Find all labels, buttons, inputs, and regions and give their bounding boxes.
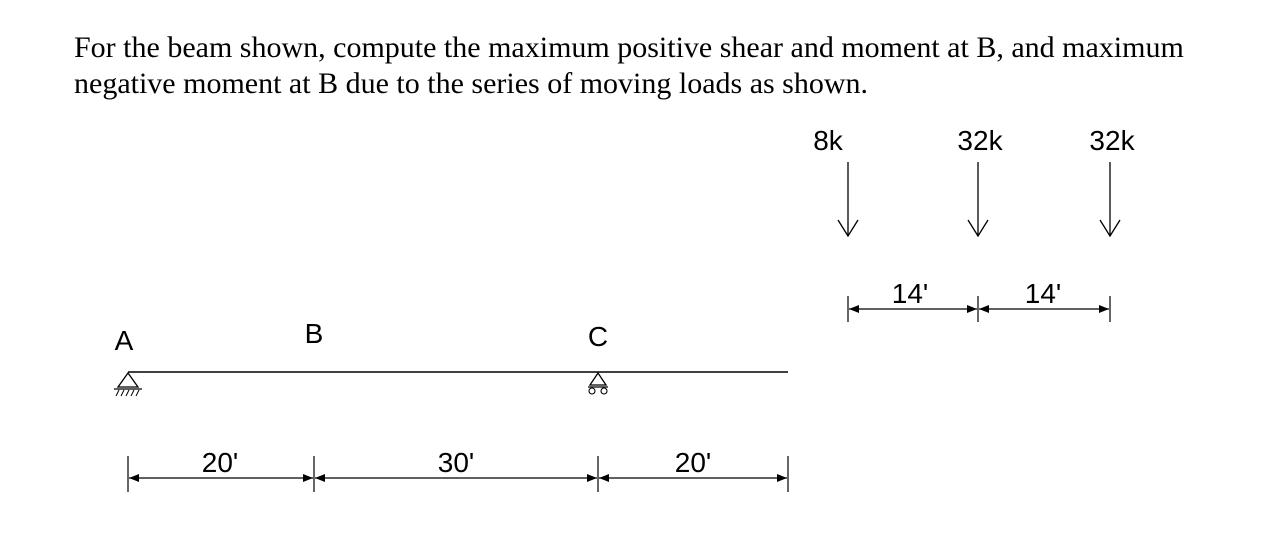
point-label-b: B — [304, 318, 324, 349]
pin-support-a — [114, 373, 142, 396]
span-label-bc: 30' — [437, 447, 475, 478]
load-label-1: 8k — [813, 125, 843, 156]
load-arrow-1 — [838, 162, 858, 236]
span-label-cd: 20' — [674, 447, 712, 478]
point-label-a: A — [114, 325, 134, 356]
load-label-3: 32k — [1089, 125, 1135, 156]
load-arrow-3 — [1100, 162, 1120, 236]
load-spacing-dimension — [848, 296, 1110, 322]
spacing-label-2: 14' — [1024, 278, 1062, 309]
point-label-c: C — [587, 321, 609, 352]
roller-support-c — [588, 373, 608, 394]
problem-line-1: For the beam shown, compute the maximum positive shear and moment at B, and maximum — [74, 31, 1184, 64]
spacing-label-1: 14' — [891, 278, 929, 309]
load-arrow-2 — [968, 162, 988, 236]
problem-line-2: negative moment at B due to the series of moving loads as shown. — [74, 67, 869, 100]
load-label-2: 32k — [957, 125, 1003, 156]
span-label-ab: 20' — [201, 447, 239, 478]
